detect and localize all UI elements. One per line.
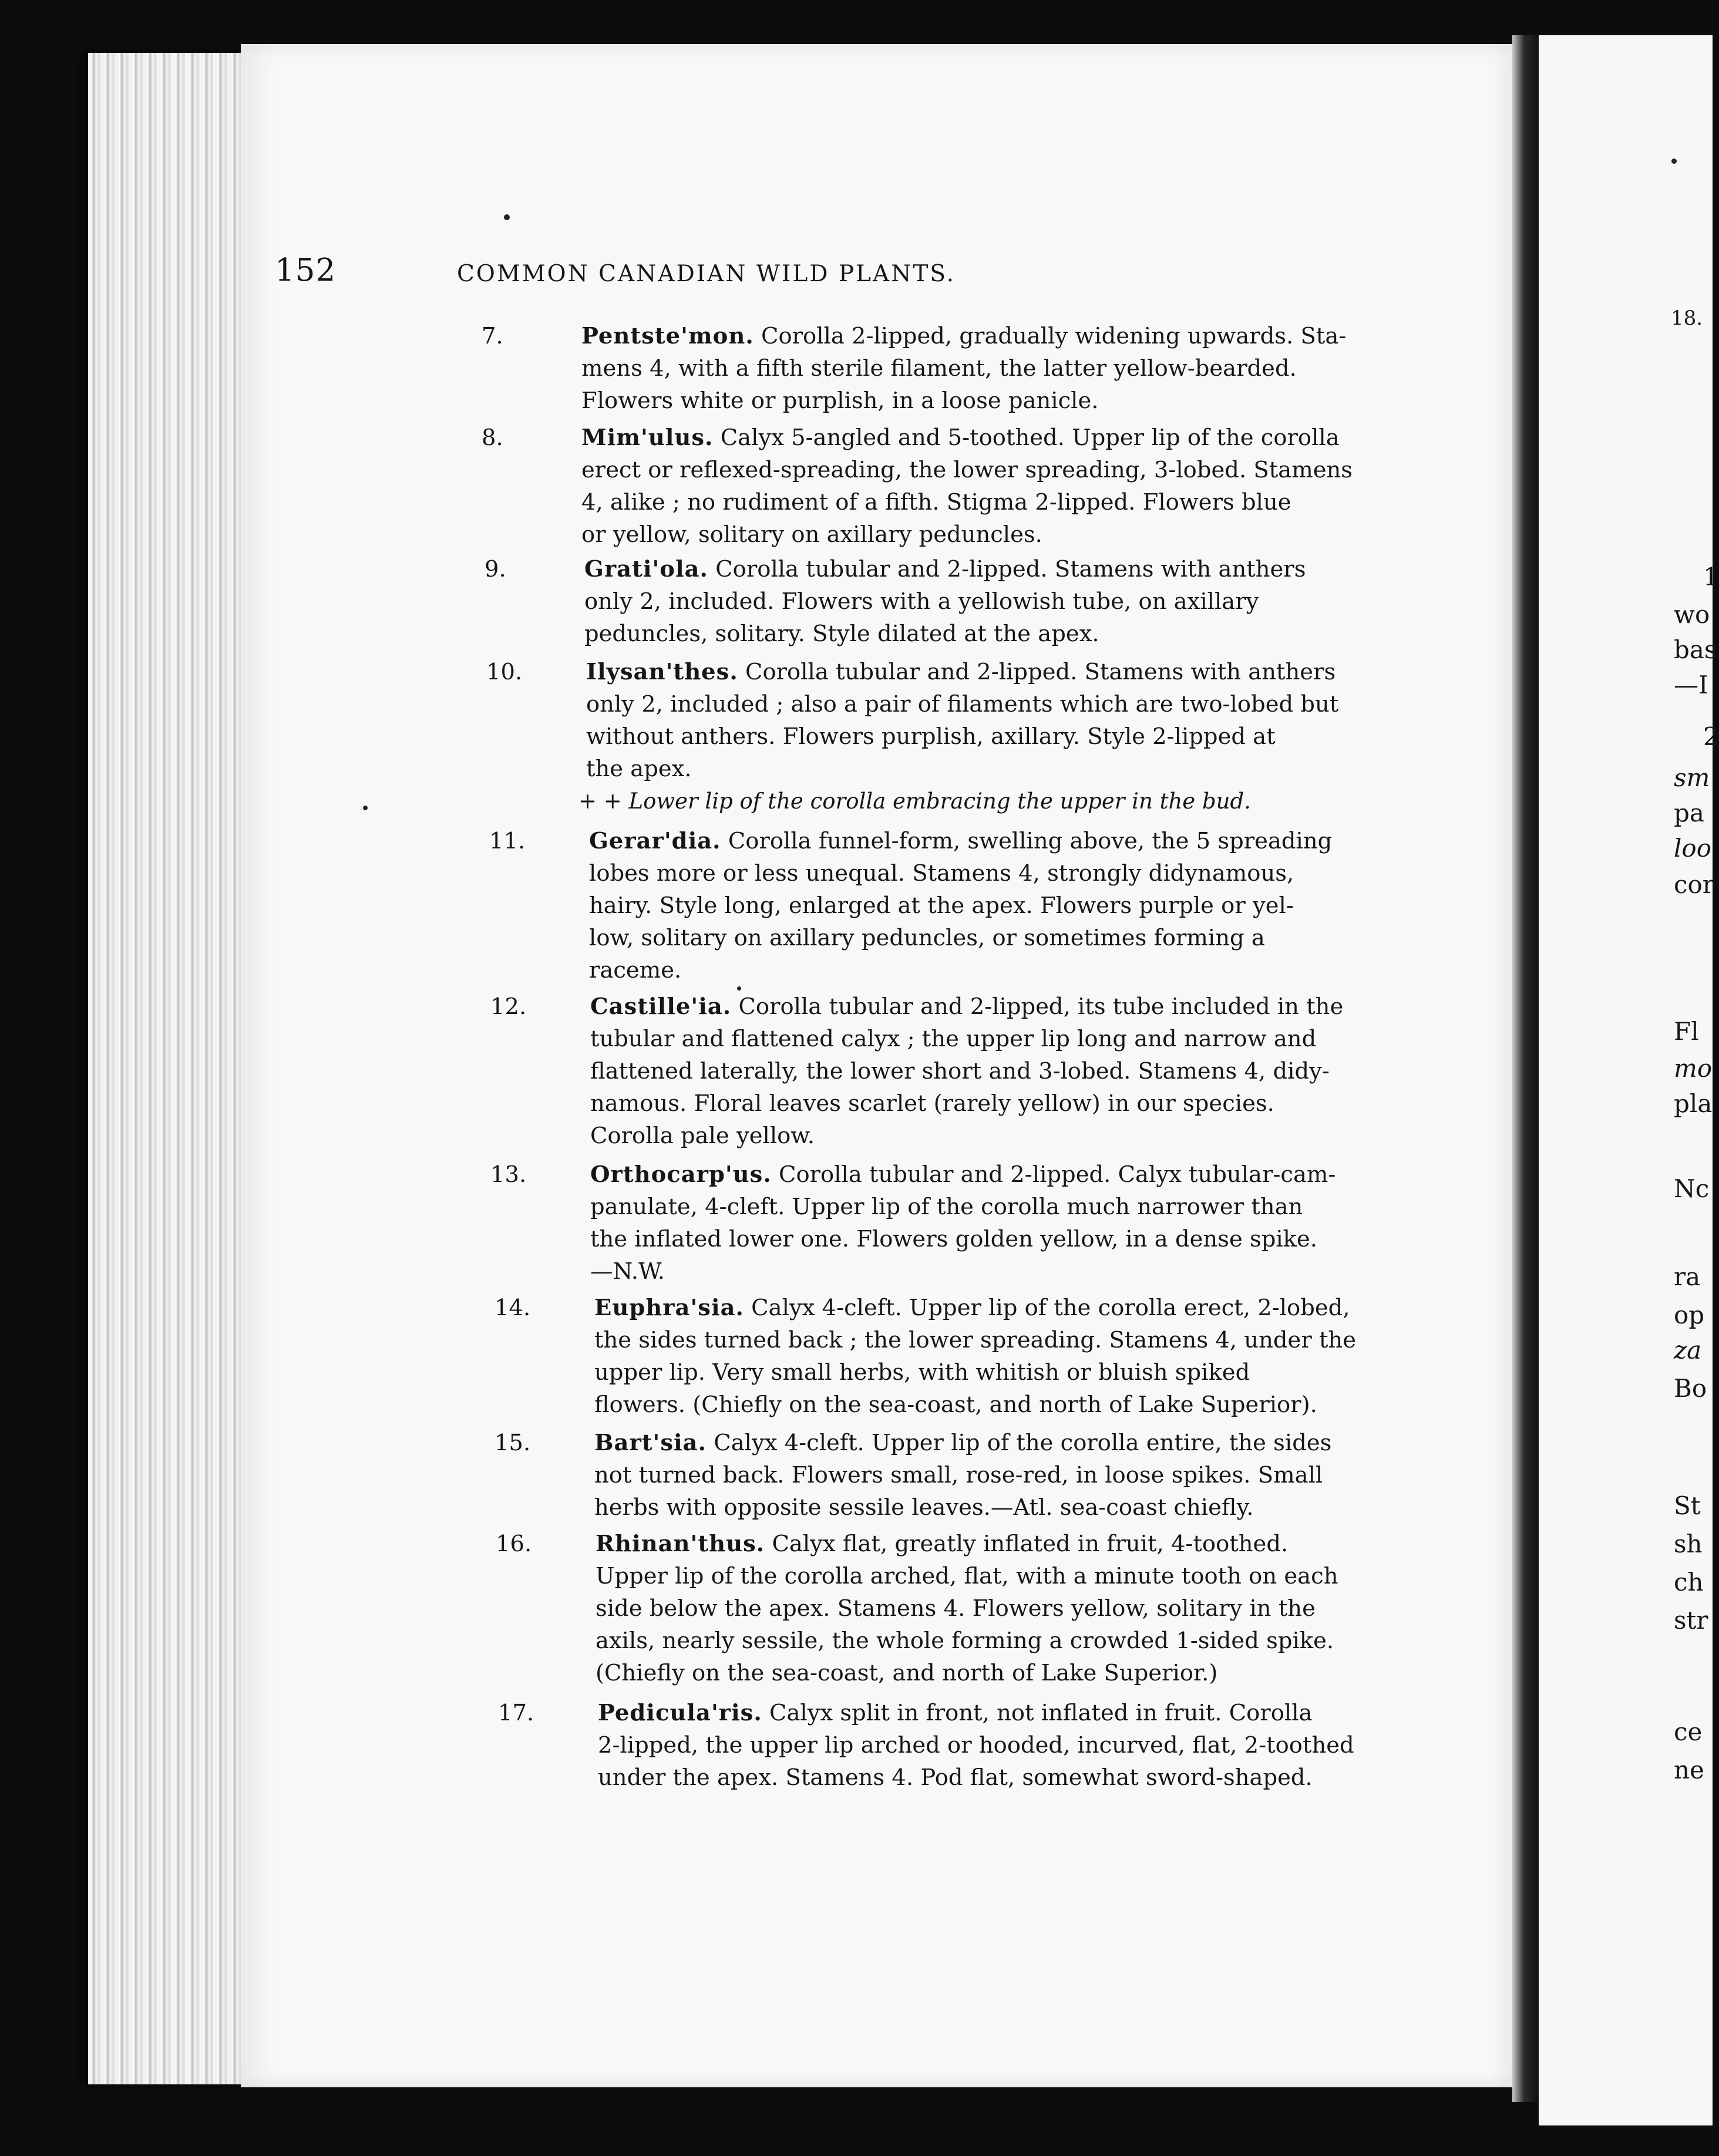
genus-entry [490,991,1344,1152]
entry-line: without anthers. Flowers purplish, axillary. Style 2-lipped at [586,723,1276,750]
genus-name: Mim'ulus. [581,425,714,451]
right-page-fragment [1539,35,1719,2125]
entry-line: under the apex. Stamens 4. Pod flat, somewhat sword-shaped. [598,1764,1313,1791]
right-page-text: St [1674,1491,1701,1520]
entry-line: panulate, 4-cleft. Upper lip of the corolla much narrower than [590,1194,1303,1220]
genus-name: Bart'sia. [594,1430,707,1456]
right-page-text: wo [1674,600,1710,629]
genus-name: Orthocarp'us. [590,1161,772,1188]
genus-entry [482,422,1353,551]
right-page-text: Fl [1674,1017,1699,1046]
entry-line: tubular and flattened calyx ; the upper lip long and narrow and [590,1026,1317,1052]
right-page-text: ce [1674,1717,1703,1746]
right-page-text: za [1674,1336,1702,1365]
right-page-text: pa [1674,799,1704,827]
ink-speck [504,214,510,220]
entry-line: Euphra'sia. Calyx 4-cleft. Upper lip of the corolla erect, 2-lobed, [594,1295,1350,1321]
genus-entry [496,1528,1338,1689]
right-page-text: cor [1674,870,1714,899]
genus-name: Grati'ola. [584,556,708,582]
right-page-text: ch [1674,1568,1704,1596]
genus-name: Pentste'mon. [581,323,754,349]
entry-line: Pentste'mon. Corolla 2-lipped, gradually widening upwards. Sta- [581,323,1347,349]
genus-name: Euphra'sia. [594,1295,744,1321]
sub-heading: + + Lower lip of the corolla embracing the upper in the bud. [578,789,1251,814]
entry-line: peduncles, solitary. Style dilated at the apex. [584,621,1099,647]
entry-line: upper lip. Very small herbs, with whitish or bluish spiked [594,1359,1250,1386]
entry-line: namous. Floral leaves scarlet (rarely yellow) in our species. [590,1090,1274,1117]
entry-line: 4, alike ; no rudiment of a fifth. Stigma 2-lipped. Flowers blue [581,489,1291,516]
page-number: 152 [275,252,337,288]
entry-line: Orthocarp'us. Corolla tubular and 2-lipped. Calyx tubular-cam- [590,1161,1336,1188]
entry-number: 7. [482,323,503,349]
right-page-text: str [1674,1606,1708,1635]
genus-name: Pedicula'ris. [598,1700,762,1726]
right-page-text: sh [1674,1530,1703,1558]
entry-line: Bart'sia. Calyx 4-cleft. Upper lip of the corolla entire, the sides [594,1430,1332,1456]
entry-line: Castille'ia. Corolla tubular and 2-lipped, its tube included in the [590,993,1344,1020]
running-head [275,252,1244,299]
right-page-text: ra [1674,1262,1701,1291]
right-page-text: sm [1674,763,1710,792]
entry-line: herbs with opposite sessile leaves.—Atl. sea-coast chiefly. [594,1494,1254,1521]
entry-number: 8. [482,425,503,451]
entry-line: Upper lip of the corolla arched, flat, with a minute tooth on each [596,1563,1338,1589]
entry-number: 9. [485,556,506,582]
entry-line: Rhinan'thus. Calyx flat, greatly inflated in fruit, 4-toothed. [596,1531,1289,1557]
entry-line: only 2, included ; also a pair of filaments which are two-lobed but [586,691,1339,717]
entry-number: 16. [496,1531,532,1557]
entry-line: not turned back. Flowers small, rose-red, in loose spikes. Small [594,1462,1323,1488]
entry-line: hairy. Style long, enlarged at the apex. Flowers purple or yel- [589,892,1294,919]
entry-line: flowers. (Chiefly on the sea-coast, and north of Lake Superior). [594,1392,1317,1418]
entry-line: the apex. [586,756,692,782]
entry-line: raceme. [589,957,682,983]
entry-line: lobes more or less unequal. Stamens 4, strongly didynamous, [589,860,1294,887]
right-page-text: mo [1674,1054,1713,1083]
entry-line: Gerar'dia. Corolla funnel-form, swelling above, the 5 spreading [589,828,1333,854]
entry-line: only 2, included. Flowers with a yellowish tube, on axillary [584,588,1259,615]
right-page-text: ne [1674,1756,1704,1784]
entry-line: —N.W. [590,1258,665,1285]
entry-number: 12. [490,993,527,1020]
genus-entry [485,553,1306,650]
genus-entry [489,825,1333,986]
ink-speck [737,986,741,991]
right-page-text: bas [1674,635,1717,664]
ink-speck [1671,159,1677,164]
right-page-text: loo [1674,834,1712,863]
genus-name: Ilysan'thes. [586,659,738,685]
entry-number: 10. [486,659,523,685]
right-page-text: Nc [1674,1174,1710,1203]
right-page-text: —I [1674,671,1708,699]
genus-entry [482,320,1347,417]
right-page-text: 2 [1703,722,1719,751]
genus-entry [490,1158,1336,1288]
entry-line: or yellow, solitary on axillary peduncles. [581,521,1042,548]
genus-entry [486,656,1339,785]
right-page-text: op [1674,1301,1705,1329]
entry-line: Grati'ola. Corolla tubular and 2-lipped. Stamens with anthers [584,556,1306,582]
entry-line: 2-lipped, the upper lip arched or hooded, incurved, flat, 2-toothed [598,1732,1354,1759]
genus-entry [494,1292,1357,1421]
genus-name: Castille'ia. [590,993,732,1020]
page-edge-stack [88,53,247,2084]
entry-line: erect or reflexed-spreading, the lower spreading, 3-lobed. Stamens [581,457,1353,483]
ink-speck [363,806,368,810]
entry-line: (Chiefly on the sea-coast, and north of Lake Superior.) [596,1660,1218,1686]
entry-line: the inflated lower one. Flowers golden yellow, in a dense spike. [590,1226,1318,1252]
entry-line: Mim'ulus. Calyx 5-angled and 5-toothed. Upper lip of the corolla [581,425,1340,451]
entry-line: axils, nearly sessile, the whole forming a crowded 1-sided spike. [596,1628,1334,1654]
entry-line: Flowers white or purplish, in a loose panicle. [581,388,1099,414]
right-page-text: 1 [1703,562,1719,591]
entry-number: 11. [489,828,526,854]
entry-number: 13. [490,1161,527,1188]
entry-number: 17. [498,1700,534,1726]
entry-line: the sides turned back ; the lower spreading. Stamens 4, under the [594,1327,1357,1353]
entry-line: low, solitary on axillary peduncles, or sometimes forming a [589,925,1265,951]
entry-line: Ilysan'thes. Corolla tubular and 2-lipped. Stamens with anthers [586,659,1336,685]
entry-number: 14. [494,1295,531,1321]
genus-entry [494,1427,1332,1524]
book-gutter [1512,35,1539,2102]
entry-line: Corolla pale yellow. [590,1123,815,1149]
entry-line: flattened laterally, the lower short and 3-lobed. Stamens 4, didy- [590,1058,1330,1084]
right-page-text: Bo [1674,1374,1707,1403]
entry-line: mens 4, with a fifth sterile filament, the latter yellow-bearded. [581,355,1297,382]
entry-line: Pedicula'ris. Calyx split in front, not inflated in fruit. Corolla [598,1700,1313,1726]
running-title: COMMON CANADIAN WILD PLANTS. [457,261,956,287]
genus-entry [498,1697,1354,1794]
entry-line: side below the apex. Stamens 4. Flowers yellow, solitary in the [596,1595,1316,1622]
right-page-text: 18. [1671,306,1703,330]
entry-number: 15. [494,1430,531,1456]
right-page-text: pla [1674,1089,1713,1118]
genus-name: Gerar'dia. [589,828,721,854]
genus-name: Rhinan'thus. [596,1531,765,1557]
